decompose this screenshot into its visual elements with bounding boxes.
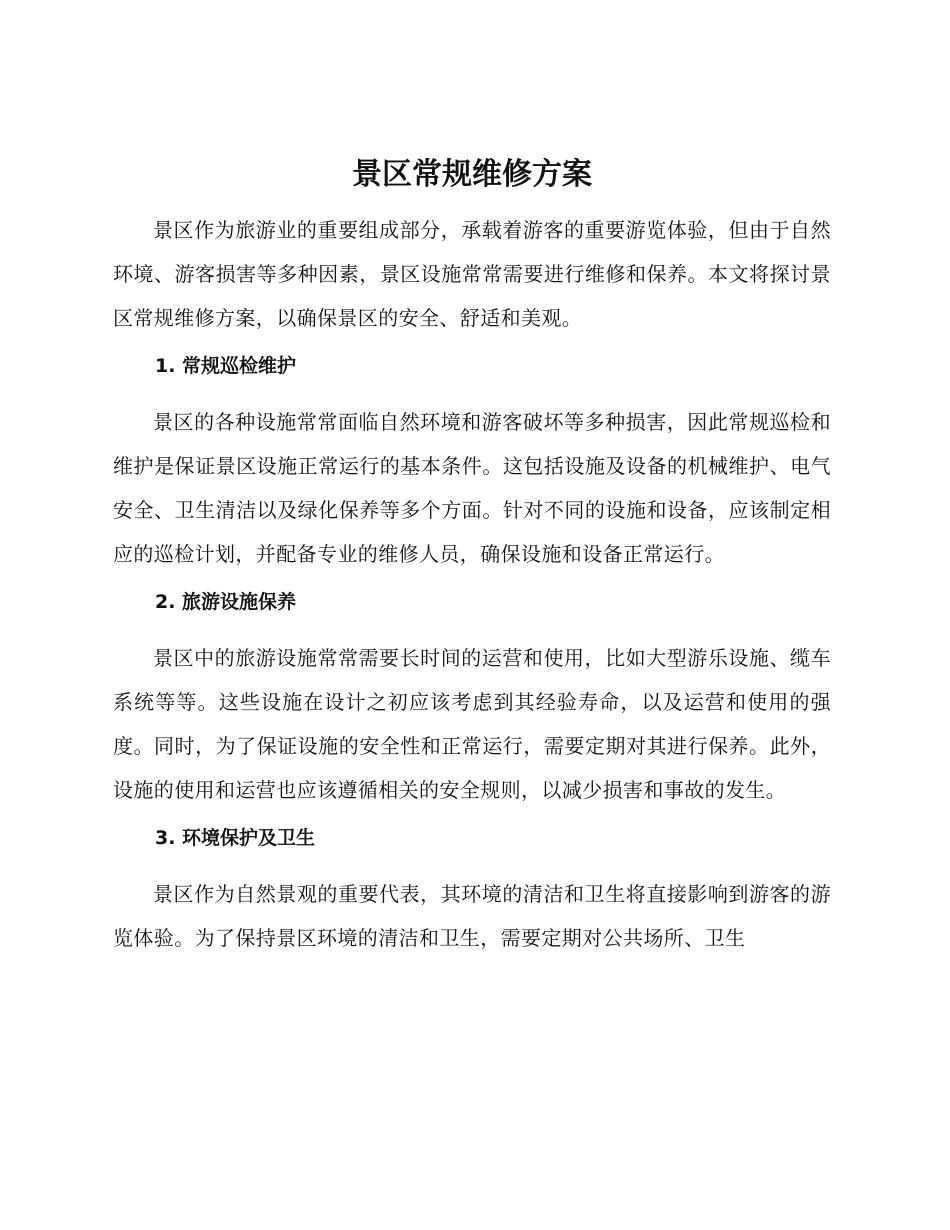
intro-paragraph: 景区作为旅游业的重要组成部分，承载着游客的重要游览体验，但由于自然环境、游客损害等多种因素，景区设施常常需要进行维修和保养。本文将探讨景区常规维修方案，以确保景区的安全、舒适和美观。 bbox=[113, 218, 831, 330]
section-1-heading: 1. 常规巡检维护 bbox=[155, 355, 297, 377]
section-1-paragraph: 景区的各种设施常常面临自然环境和游客破坏等多种损害，因此常规巡检和维护是保证景区设施正常运行的基本条件。这包括设施及设备的机械维护、电气安全、卫生清洁以及绿化保养等多个方面。针对不同的设施和设备，应该制定相应的巡检计划，并配备专业的维修人员，确保设施和设备正常运行。 bbox=[113, 410, 831, 566]
section-3-heading: 3. 环境保护及卫生 bbox=[155, 827, 316, 849]
document-page bbox=[113, 150, 831, 960]
section-3-paragraph: 景区作为自然景观的重要代表，其环境的清洁和卫生将直接影响到游客的游览体验。为了保持景区环境的清洁和卫生，需要定期对公共场所、卫生 bbox=[113, 882, 831, 950]
document-title: 景区常规维修方案 bbox=[352, 157, 592, 192]
section-2-paragraph: 景区中的旅游设施常常需要长时间的运营和使用，比如大型游乐设施、缆车系统等等。这些设施在设计之初应该考虑到其经验寿命，以及运营和使用的强度。同时，为了保证设施的安全性和正常运行，需要定期对其进行保养。此外，设施的使用和运营也应该遵循相关的安全规则，以减少损害和事故的发生。 bbox=[113, 646, 831, 802]
section-2-heading: 2. 旅游设施保养 bbox=[155, 591, 297, 613]
